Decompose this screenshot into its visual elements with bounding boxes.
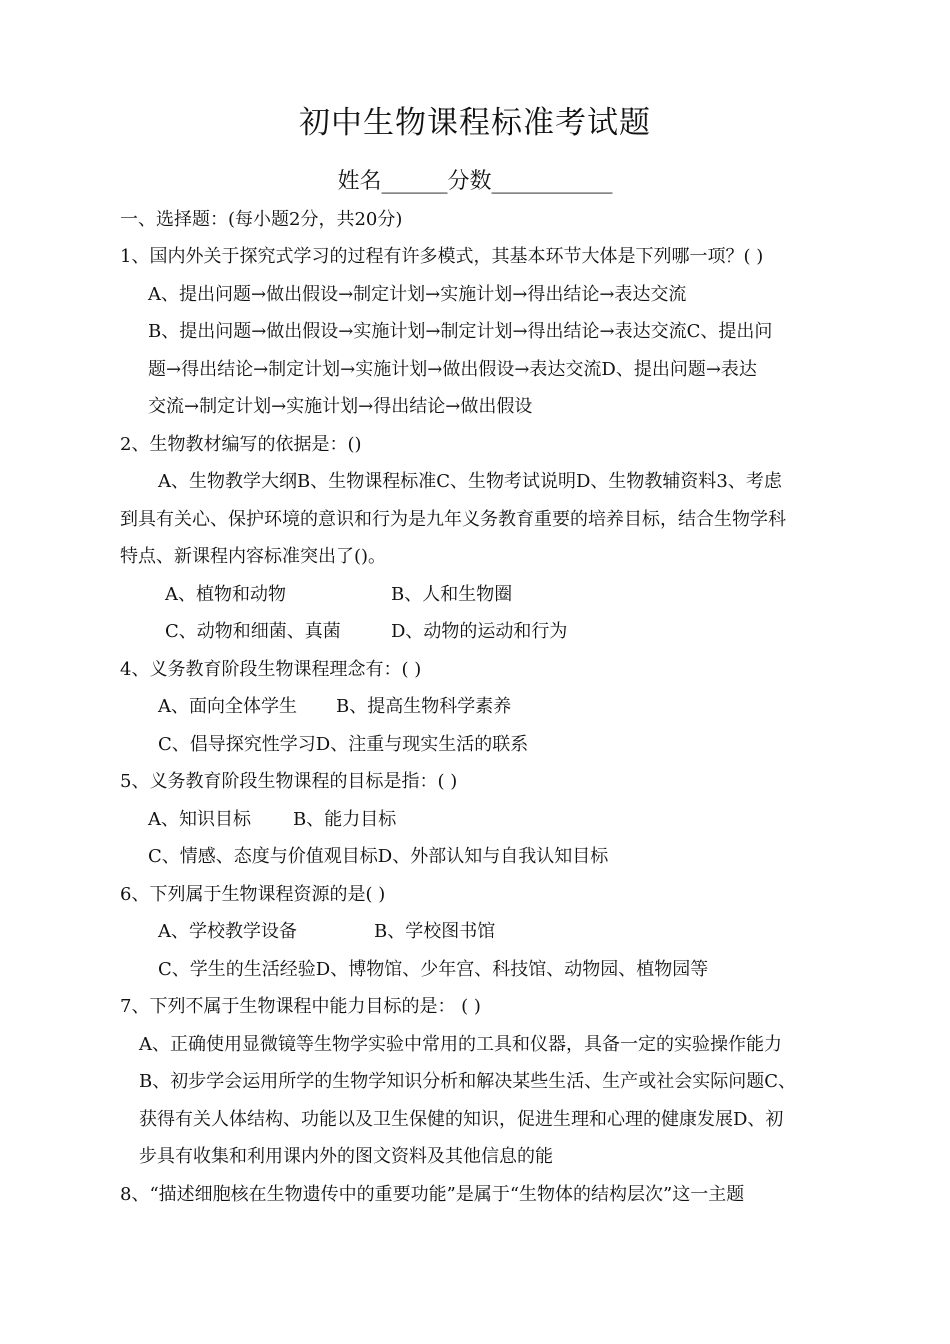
question-6: 6、下列属于生物课程资源的是( ) — [120, 884, 386, 905]
q6-option-b: B、学校图书馆 — [374, 921, 496, 942]
q3-option-b: B、人和生物圈 — [391, 584, 513, 605]
q5-option-b: B、能力目标 — [293, 809, 397, 830]
question-3-line-2: 特点、新课程内容标准突出了()。 — [120, 546, 387, 567]
name-score-line: 姓名______分数___________ — [337, 169, 613, 194]
question-2: 2、生物教材编写的依据是：() — [120, 434, 362, 455]
q7-option-b: B、初步学会运用所学的生物学知识分析和解决某些生活、生产或社会实际问题C、 — [139, 1071, 796, 1092]
section-heading: 一、选择题：(每小题2分，共20分) — [120, 209, 403, 230]
q7-option-a: A、正确使用显微镜等生物学实验中常用的工具和仪器，具备一定的实验操作能力 — [139, 1034, 782, 1055]
q2-options: A、生物教学大纲B、生物课程标准C、生物考试说明D、生物教辅资料3、考虑 — [158, 471, 782, 492]
q7-option-d: 步具有收集和利用课内外的图文资料及其他信息的能 — [139, 1146, 553, 1167]
q4-option-b: B、提高生物科学素养 — [336, 696, 512, 717]
q6-option-cd: C、学生的生活经验D、博物馆、少年宫、科技馆、动物园、植物园等 — [158, 959, 709, 980]
q7-option-c: 获得有关人体结构、功能以及卫生保健的知识，促进生理和心理的健康发展D、初 — [139, 1109, 784, 1130]
q3-option-c: C、动物和细菌、真菌 — [165, 621, 341, 642]
q5-option-cd: C、情感、态度与价值观目标D、外部认知与自我认知目标 — [148, 846, 609, 867]
q3-option-a: A、植物和动物 — [165, 584, 286, 605]
q6-option-a: A、学校教学设备 — [158, 921, 297, 942]
q1-option-c: 题→得出结论→制定计划→实施计划→做出假设→表达交流D、提出问题→表达 — [148, 359, 757, 380]
question-8: 8、“描述细胞核在生物遗传中的重要功能”是属于“生物体的结构层次”这一主题 — [120, 1184, 745, 1205]
question-4: 4、义务教育阶段生物课程理念有：( ) — [120, 659, 422, 680]
question-5: 5、义务教育阶段生物课程的目标是指：( ) — [120, 771, 458, 792]
question-3-line-1: 到具有关心、保护环境的意识和行为是九年义务教育重要的培养目标，结合生物学科 — [120, 509, 786, 530]
q4-option-cd: C、倡导探究性学习D、注重与现实生活的联系 — [158, 734, 529, 755]
q1-option-a: A、提出问题→做出假设→制定计划→实施计划→得出结论→表达交流 — [148, 284, 687, 305]
question-7: 7、下列不属于生物课程中能力目标的是： ( ) — [120, 996, 481, 1017]
q1-option-b: B、提出问题→做出假设→实施计划→制定计划→得出结论→表达交流C、提出问 — [148, 321, 773, 342]
q4-option-a: A、面向全体学生 — [158, 696, 297, 717]
page-title: 初中生物课程标准考试题 — [299, 105, 651, 141]
q3-option-d: D、动物的运动和行为 — [391, 621, 568, 642]
q1-option-d: 交流→制定计划→实施计划→得出结论→做出假设 — [148, 396, 533, 417]
question-1: 1、国内外关于探究式学习的过程有许多模式，其基本环节大体是下列哪一项？( ) — [120, 246, 764, 267]
q5-option-a: A、知识目标 — [148, 809, 251, 830]
